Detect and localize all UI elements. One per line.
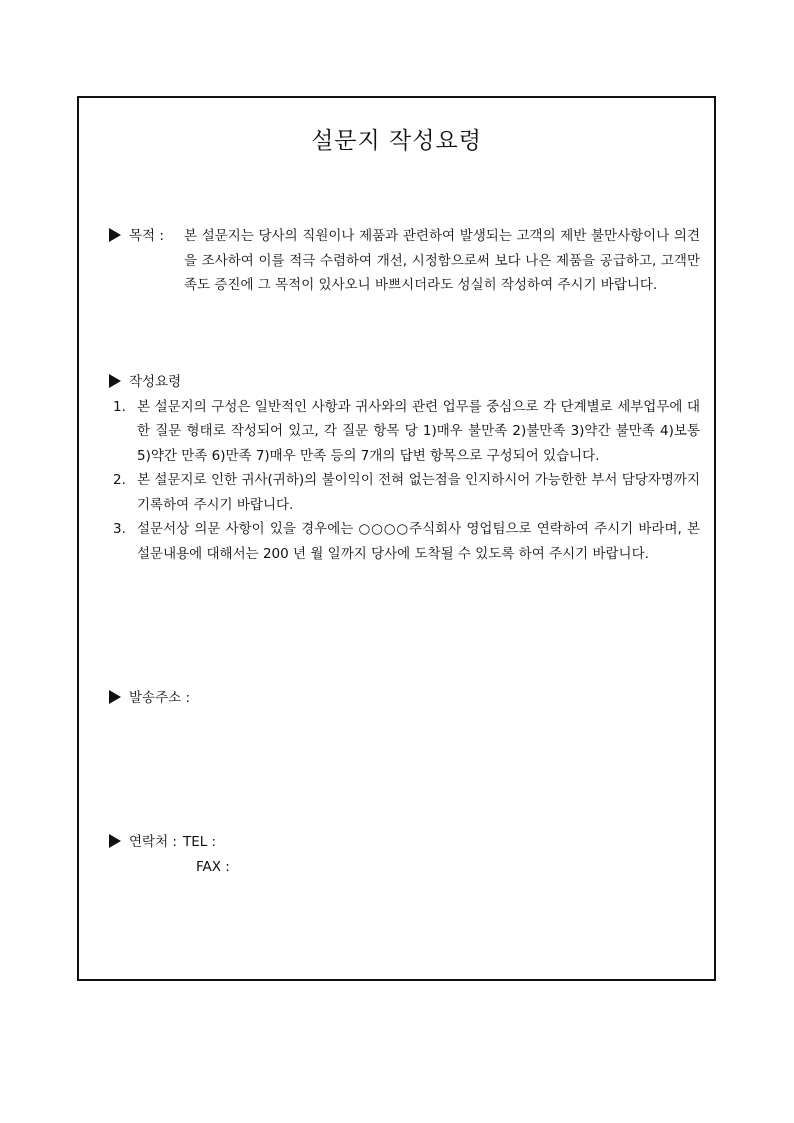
contact-tel-line (109, 830, 700, 855)
guide-section (109, 370, 700, 566)
address-section (109, 686, 700, 711)
fax-label: FAX : (196, 858, 230, 875)
contact-section (109, 830, 700, 879)
item-number: 1. (113, 398, 126, 415)
list-item (109, 517, 700, 566)
triangle-bullet-icon (109, 690, 121, 704)
purpose-label: 목적 : (129, 228, 164, 244)
document-frame (77, 96, 716, 981)
contact-fax-line (109, 855, 700, 880)
item-number: 3. (113, 521, 126, 537)
list-item (109, 468, 700, 517)
item-text: 본 설문지로 인한 귀사(귀하)의 불이익이 전혀 없는점을 인지하시어 가능한한 부서 담당자명까지 기록하여 주시기 바랍니다. (137, 472, 700, 513)
triangle-bullet-icon (109, 834, 121, 848)
contact-label: 연락처 : (129, 834, 177, 850)
item-text: 본 설문지의 구성은 일반적인 사항과 귀사와의 관련 업무를 중심으로 각 단계별로 세부업무에 대한 질문 형태로 작성되어 있고, 각 질문 항목 당 1)매우 불만족 2)불만족 3)약간 불만족 4)보통 5)약간 만족 6)만족 7)매우 만족 등의 7개의 답변 항목으로 구성되어 있습니다. (137, 398, 700, 464)
item-text: 설문서상 의문 사항이 있을 경우에는 ○○○○주식회사 영업팀으로 연락하여 주시기 바라며, 본 설문내용에 대해서는 200 년 월 일까지 당사에 도착될 수 있도록 하여 주시기 바랍니다. (137, 521, 700, 562)
guide-label: 작성요령 (129, 374, 182, 390)
triangle-bullet-icon (109, 374, 121, 388)
purpose-heading (109, 224, 164, 249)
list-item (109, 395, 700, 469)
triangle-bullet-icon (109, 228, 121, 242)
purpose-text: 본 설문지는 당사의 직원이나 제품과 관련하여 발생되는 고객의 제반 불만사항이나 의견을 조사하여 이를 적극 수렴하여 개선, 시정함으로써 보다 나은 제품을 공급하고, 고객만족도 증진에 그 목적이 있사오니 바쁘시더라도 성실히 작성하여 주시기 바랍니다. (184, 228, 700, 293)
guide-heading (109, 370, 700, 395)
address-label: 발송주소 : (129, 690, 191, 706)
guide-list (109, 395, 700, 567)
page-title: 설문지 작성요령 (311, 128, 482, 154)
tel-label: TEL : (182, 834, 217, 850)
purpose-section (109, 224, 700, 298)
item-number: 2. (113, 472, 126, 488)
